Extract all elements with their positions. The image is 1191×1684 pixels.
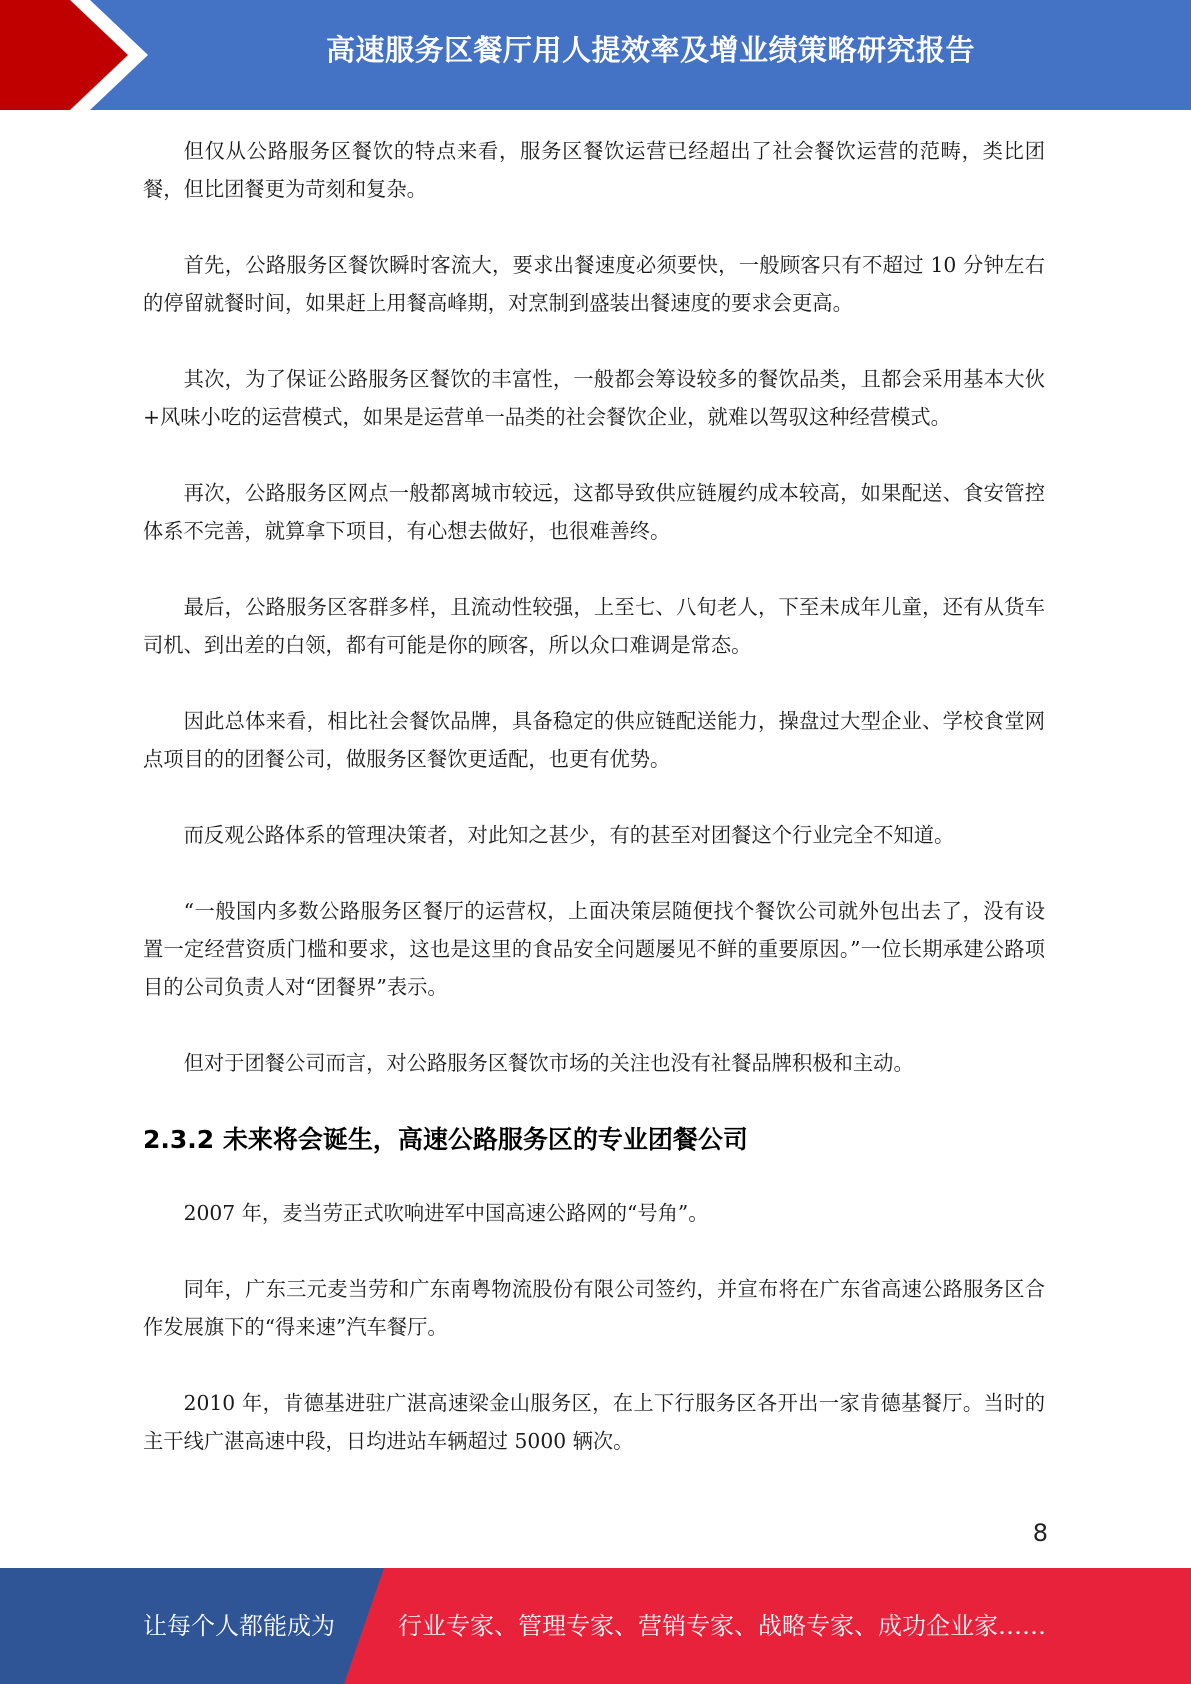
paragraph: 最后，公路服务区客群多样，且流动性较强，上至七、八旬老人，下至未成年儿童，还有从货车司机、到出差的白领，都有可能是你的顾客，所以众口难调是常态。	[143, 595, 1045, 657]
paragraph: 其次，为了保证公路服务区餐饮的丰富性，一般都会筹设较多的餐饮品类，且都会采用基本大伙+风味小吃的运营模式，如果是运营单一品类的社会餐饮企业，就难以驾驭这种经营模式。	[143, 367, 1045, 429]
footer-slogan-right: 行业专家、管理专家、营销专家、战略专家、成功企业家……	[398, 1612, 1046, 1640]
page-header	[0, 0, 1191, 110]
paragraph: 但对于团餐公司而言，对公路服务区餐饮市场的关注也没有社餐品牌积极和主动。	[183, 1051, 914, 1075]
paragraph: 而反观公路体系的管理决策者，对此知之甚少，有的甚至对团餐这个行业完全不知道。	[183, 823, 955, 847]
footer-slogan-left: 让每个人都能成为	[143, 1612, 335, 1640]
paragraph: 再次，公路服务区网点一般都离城市较远，这都导致供应链履约成本较高，如果配送、食安管控体系不完善，就算拿下项目，有心想去做好，也很难善终。	[143, 481, 1045, 543]
section-heading: 2.3.2 未来将会诞生，高速公路服务区的专业团餐公司	[143, 1125, 748, 1154]
paragraph: 同年，广东三元麦当劳和广东南粤物流股份有限公司签约，并宣布将在广东省高速公路服务区合作发展旗下的“得来速”汽车餐厅。	[143, 1277, 1045, 1339]
paragraph: 2010 年，肯德基进驻广湛高速梁金山服务区，在上下行服务区各开出一家肯德基餐厅。当时的主干线广湛高速中段，日均进站车辆超过 5000 辆次。	[143, 1391, 1045, 1453]
paragraph: 首先，公路服务区餐饮瞬时客流大，要求出餐速度必须要快，一般顾客只有不超过 10 分钟左右的停留就餐时间，如果赶上用餐高峰期，对烹制到盛装出餐速度的要求会更高。	[143, 253, 1045, 315]
paragraph: 因此总体来看，相比社会餐饮品牌，具备稳定的供应链配送能力，操盘过大型企业、学校食堂网点项目的的团餐公司，做服务区餐饮更适配，也更有优势。	[143, 709, 1045, 771]
page-number: 8	[1032, 1519, 1048, 1547]
page-footer	[0, 1568, 1191, 1684]
paragraph: 但仅从公路服务区餐饮的特点来看，服务区餐饮运营已经超出了社会餐饮运营的范畴，类比团餐，但比团餐更为苛刻和复杂。	[143, 139, 1045, 201]
report-title: 高速服务区餐厅用人提效率及增业绩策略研究报告	[325, 33, 975, 67]
paragraph: “一般国内多数公路服务区餐厅的运营权，上面决策层随便找个餐饮公司就外包出去了，没有设置一定经营资质门槛和要求，这也是这里的食品安全问题屡见不鲜的重要原因。”一位长期承建公路项目的公司负责人对“团餐界”表示。	[143, 899, 1045, 999]
document-body	[143, 132, 1045, 1498]
paragraph: 2007 年，麦当劳正式吹响进军中国高速公路网的“号角”。	[183, 1201, 709, 1225]
chevron-red	[0, 0, 128, 110]
